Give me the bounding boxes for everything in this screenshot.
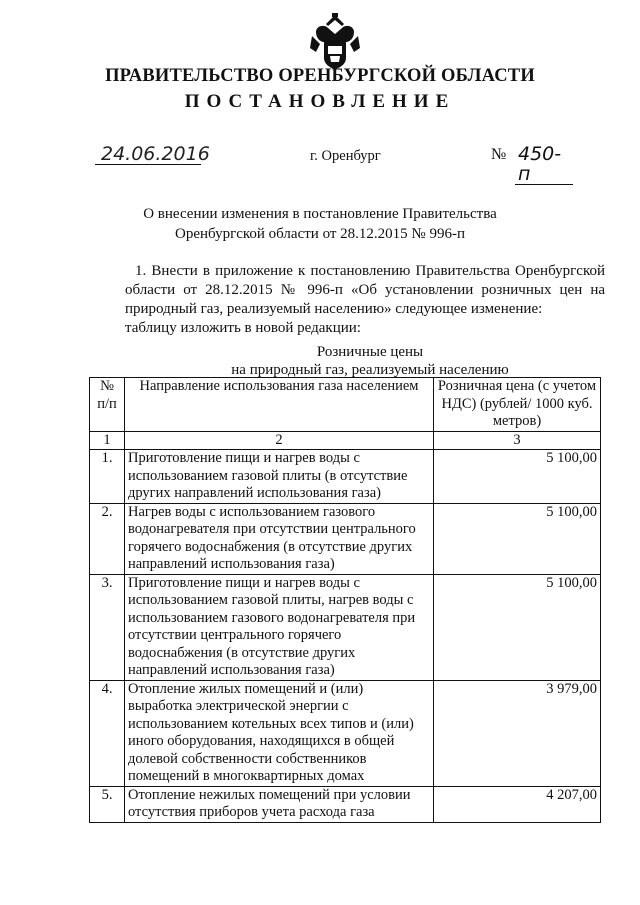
row-direction: Отопление нежилых помещений при условии отсутствия приборов учета расхода газа — [125, 786, 434, 822]
table-caption — [0, 343, 640, 379]
row-price: 5 100,00 — [434, 574, 601, 680]
organization-title: ПРАВИТЕЛЬСТВО ОРЕНБУРГСКОЙ ОБЛАСТИ — [105, 66, 535, 86]
document-body — [125, 262, 605, 338]
row-direction: Нагрев воды с использованием газового водонагревателя при отсутствии центрального горячего водоснабжения (в отсутствие других направлений использования газа) — [125, 503, 434, 574]
row-num: 1. — [90, 450, 125, 504]
document-subject — [0, 204, 640, 244]
body-paragraph-2: таблицу изложить в новой редакции: — [125, 320, 361, 336]
subject-line-1: О внесении изменения в постановление Правительства — [143, 206, 497, 222]
row-price: 5 100,00 — [434, 450, 601, 504]
row-price: 3 979,00 — [434, 680, 601, 786]
table-row — [90, 680, 601, 786]
row-num: 5. — [90, 786, 125, 822]
row-direction: Приготовление пищи и нагрев воды с использованием газовой плиты (в отсутствие других направлений использования газа) — [125, 450, 434, 504]
document-city: г. Оренбург — [310, 148, 381, 164]
document-date: 24.06.2016 — [95, 144, 201, 165]
column-index: 1 — [90, 431, 125, 450]
document-number: 450-п — [515, 144, 573, 185]
row-direction: Приготовление пищи и нагрев воды с использованием газовой плиты, нагрев воды с использованием газового водонагревателя при отсутствии центрального горячего водоснабжения (в отсутствие других направлений использования газа) — [125, 574, 434, 680]
row-price: 5 100,00 — [434, 503, 601, 574]
row-num: 3. — [90, 574, 125, 680]
document-number-label: № — [491, 146, 507, 163]
column-index: 2 — [125, 431, 434, 450]
header-direction: Направление использования газа населением — [125, 378, 434, 432]
document-type: ПОСТАНОВЛЕНИЕ — [184, 91, 456, 112]
column-index-row — [90, 431, 601, 450]
table-title-line-2: на природный газ, реализуемый населению — [231, 362, 509, 378]
subject-line-2: Оренбургской области от 28.12.2015 № 996-п — [174, 226, 466, 242]
table-row — [90, 450, 601, 504]
table-row — [90, 574, 601, 680]
row-num: 4. — [90, 680, 125, 786]
body-paragraph-1: 1. Внести в приложение к постановлению Правительства Оренбургской области от 28.12.2015 № 996-п «Об установлении розничных цен на природный газ, реализуемый населению» следующее изменение: — [125, 263, 605, 317]
row-price: 4 207,00 — [434, 786, 601, 822]
header-price: Розничная цена (с учетом НДС) (рублей/ 1000 куб. метров) — [434, 378, 601, 432]
header-num: № п/п — [90, 378, 125, 432]
table-row — [90, 503, 601, 574]
coat-of-arms-emblem — [306, 12, 364, 70]
table-header-row — [90, 378, 601, 432]
prices-table — [89, 377, 601, 823]
row-direction: Отопление жилых помещений и (или) выработка электрической энергии с использованием котельных всех типов и (или) иного оборудования, находящихся в общей долевой собственности собственников помещений в многоквартирных домах — [125, 680, 434, 786]
table-title-line-1: Розничные цены — [316, 344, 424, 360]
table-row — [90, 786, 601, 822]
row-num: 2. — [90, 503, 125, 574]
column-index: 3 — [434, 431, 601, 450]
